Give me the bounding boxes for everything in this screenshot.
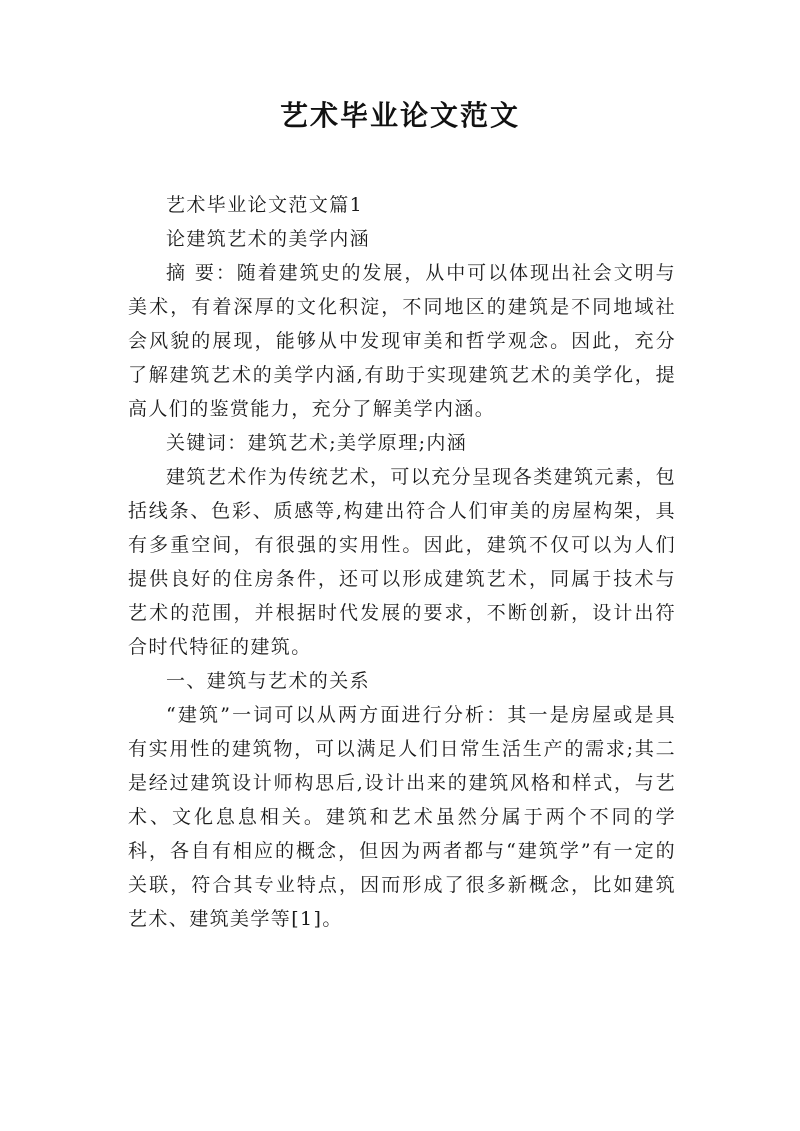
- paragraph-article-title: 论建筑艺术的美学内涵: [166, 228, 371, 250]
- paragraph-keywords: 关键词：建筑艺术;美学原理;内涵: [166, 432, 468, 454]
- paragraph-section-1: “建筑”一词可以从两方面进行分析：其一是房屋或是具有实用性的建筑物，可以满足人们日常生活生产的需求;其二是经过建筑设计师构思后,设计出来的建筑风格和样式，与艺术、文化息息相关。建筑和艺术虽然分属于两个不同的学科，各自有相应的概念，但因为两者都与“建筑学”有一定的关联，符合其专业特点，因而形成了很多新概念，比如建筑艺术、建筑美学等[1]。: [128, 704, 676, 930]
- paragraph-intro: 建筑艺术作为传统艺术，可以充分呈现各类建筑元素，包括线条、色彩、质感等,构建出符合人们审美的房屋构架，具有多重空间，有很强的实用性。因此，建筑不仅可以为人们提供良好的住房条件，还可以形成建筑艺术，同属于技术与艺术的范围，并根据时代发展的要求，不断创新，设计出符合时代特征的建筑。: [128, 466, 677, 658]
- document-body: [128, 188, 676, 936]
- section-heading-1: 一、建筑与艺术的关系: [166, 670, 371, 692]
- document-title: 艺术毕业论文范文: [279, 99, 520, 132]
- paragraph-article-label: 艺术毕业论文范文篇1: [166, 194, 364, 216]
- paragraph-abstract: 摘 要：随着建筑史的发展，从中可以体现出社会文明与美术，有着深厚的文化积淀，不同地区的建筑是不同地域社会风貌的展现，能够从中发现审美和哲学观念。因此，充分了解建筑艺术的美学内涵,有助于实现建筑艺术的美学化，提高人们的鉴赏能力，充分了解美学内涵。: [128, 262, 676, 420]
